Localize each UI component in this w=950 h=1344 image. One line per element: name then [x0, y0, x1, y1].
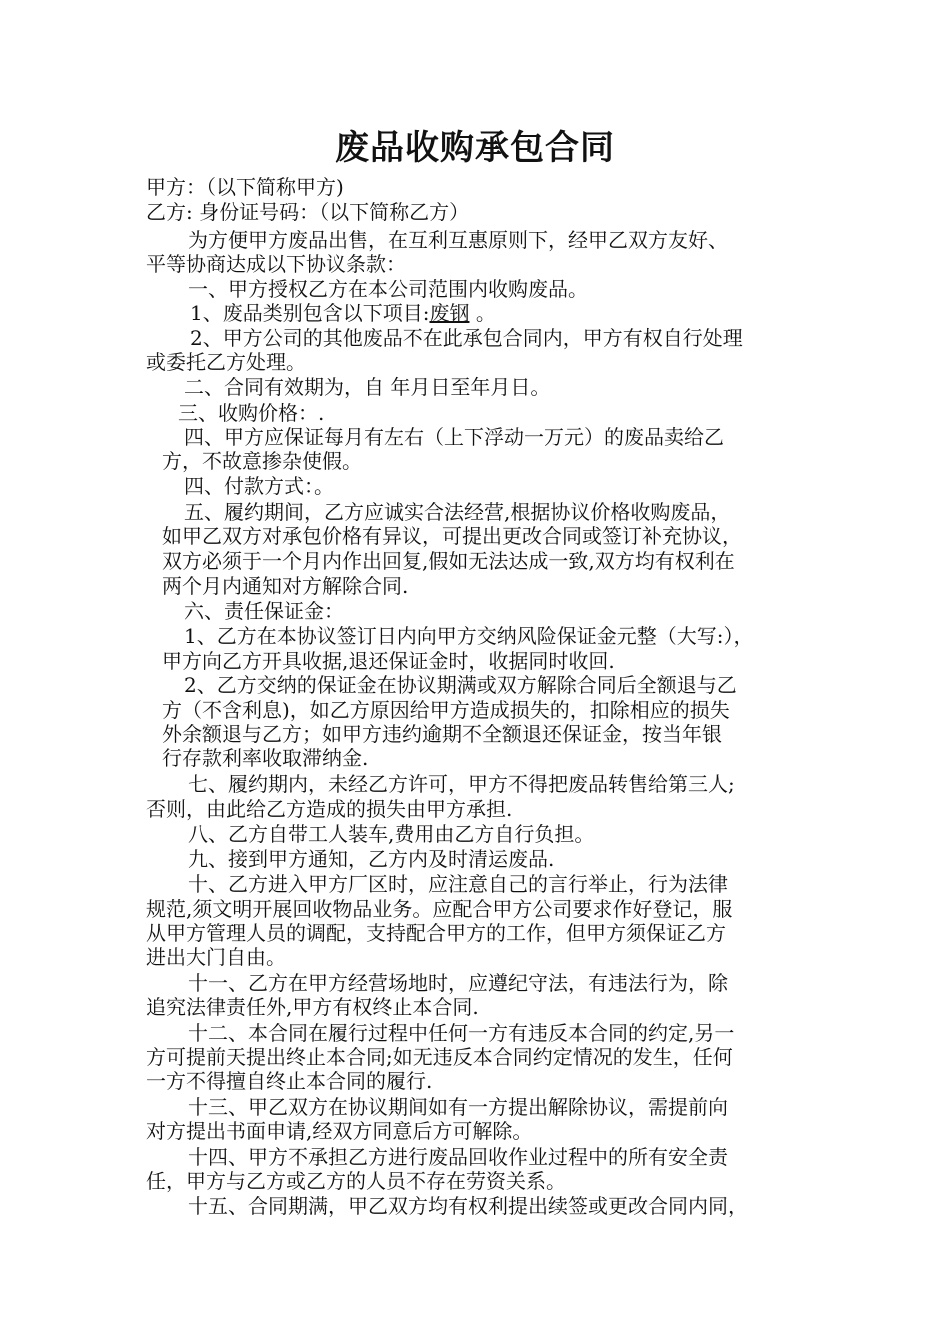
- party-b-line: 乙方: 身份证号码：（以下简称乙方）: [146, 200, 470, 224]
- preamble-line: 为方便甲方废品出售，在互利互惠原则下，经甲乙双方友好、: [188, 228, 728, 252]
- clause-line: 十一、乙方在甲方经营场地时，应遵纪守法，有违法行为，除: [188, 971, 728, 995]
- clause-line: 十五、合同期满，甲乙双方均有权利提出续签或更改合同内同，: [188, 1194, 748, 1218]
- clause-line: 十二、本合同在履行过程中任何一方有违反本合同的约定,另一: [188, 1021, 735, 1045]
- clause-line: 进出大门自由。: [146, 945, 286, 969]
- clause-line: 十、乙方进入甲方厂区时，应注意自己的言行举止，行为法律: [188, 872, 728, 896]
- clause-line: 一方不得擅自终止本合同的履行.: [146, 1069, 433, 1093]
- category-value: 废钢: [429, 301, 470, 325]
- clause-line: 二、合同有效期为，自 年月日至年月日。: [184, 375, 551, 399]
- clause-line: 十三、甲乙双方在协议期间如有一方提出解除协议，需提前向: [188, 1095, 728, 1119]
- clause-line: 方（不含利息)，如乙方原因给甲方造成损失的，扣除相应的损失: [162, 698, 730, 722]
- clause-line: 行存款利率收取滞纳金.: [162, 746, 369, 770]
- clause-line: 对方提出书面申请,经双方同意后方可解除。: [146, 1119, 533, 1143]
- clause-line: 十四、甲方不承担乙方进行废品回收作业过程中的所有安全责: [188, 1145, 728, 1169]
- clause-line: 规范,须文明开展回收物品业务。应配合甲方公司要求作好登记，服: [146, 897, 733, 921]
- clause-line: 九、接到甲方通知，乙方内及时清运废品.: [188, 847, 555, 871]
- clause-item-category: [190, 301, 496, 325]
- clause-line: 五、履约期间，乙方应诚实合法经营,根据协议价格收购废品，: [184, 500, 731, 524]
- party-a-line: 甲方：（以下简称甲方): [146, 175, 344, 199]
- contract-title: 废品收购承包合同: [335, 128, 615, 168]
- clause-line: 双方必须于一个月内作出回复,假如无法达成一致,双方均有权利在: [162, 549, 735, 573]
- clause-line: 四、付款方式：。: [184, 474, 334, 498]
- clause-line: 四、甲方应保证每月有左右（上下浮动一万元）的废品卖给乙: [184, 425, 724, 449]
- clause-line: 八、乙方自带工人装车,费用由乙方自行负担。: [188, 822, 595, 846]
- clause-line: 任，甲方与乙方或乙方的人员不存在劳资关系。: [146, 1169, 566, 1193]
- category-suffix: 。: [469, 301, 496, 325]
- clause-line: 1、乙方在本协议签订日内向甲方交纳风险保证金元整（大写:），: [184, 624, 754, 648]
- clause-line: 2、乙方交纳的保证金在协议期满或双方解除合同后全额退与乙: [184, 673, 737, 697]
- clause-line: 甲方向乙方开具收据,退还保证金时，收据同时收回.: [162, 649, 615, 673]
- clause-line: 两个月内通知对方解除合同.: [162, 574, 409, 598]
- preamble-line: 平等协商达成以下协议条款：: [146, 252, 406, 276]
- clause-line: 或委托乙方处理。: [146, 350, 306, 374]
- clause-line: 方，不故意掺杂使假。: [162, 449, 362, 473]
- clause-line: 六、责任保证金：: [184, 599, 344, 623]
- clause-line: 七、履约期内，未经乙方许可，甲方不得把废品转售给第三人;: [188, 772, 735, 796]
- category-label: 1、废品类别包含以下项目:: [190, 301, 430, 325]
- clause-line: 2、甲方公司的其他废品不在此承包合同内，甲方有权自行处理: [190, 326, 743, 350]
- clause-line: 三、收购价格：.: [178, 401, 325, 425]
- clause-line: 一、甲方授权乙方在本公司范围内收购废品。: [188, 277, 588, 301]
- clause-line: 外余额退与乙方；如甲方违约逾期不全额退还保证金，按当年银: [162, 722, 722, 746]
- clause-line: 从甲方管理人员的调配，支持配合甲方的工作，但甲方须保证乙方: [146, 921, 726, 945]
- clause-line: 如甲乙双方对承包价格有异议，可提出更改合同或签订补充协议，: [162, 524, 742, 548]
- clause-line: 否则，由此给乙方造成的损失由甲方承担.: [146, 797, 513, 821]
- clause-line: 方可提前天提出终止本合同;如无违反本合同约定情况的发生，任何: [146, 1045, 733, 1069]
- clause-line: 追究法律责任外,甲方有权终止本合同.: [146, 995, 479, 1019]
